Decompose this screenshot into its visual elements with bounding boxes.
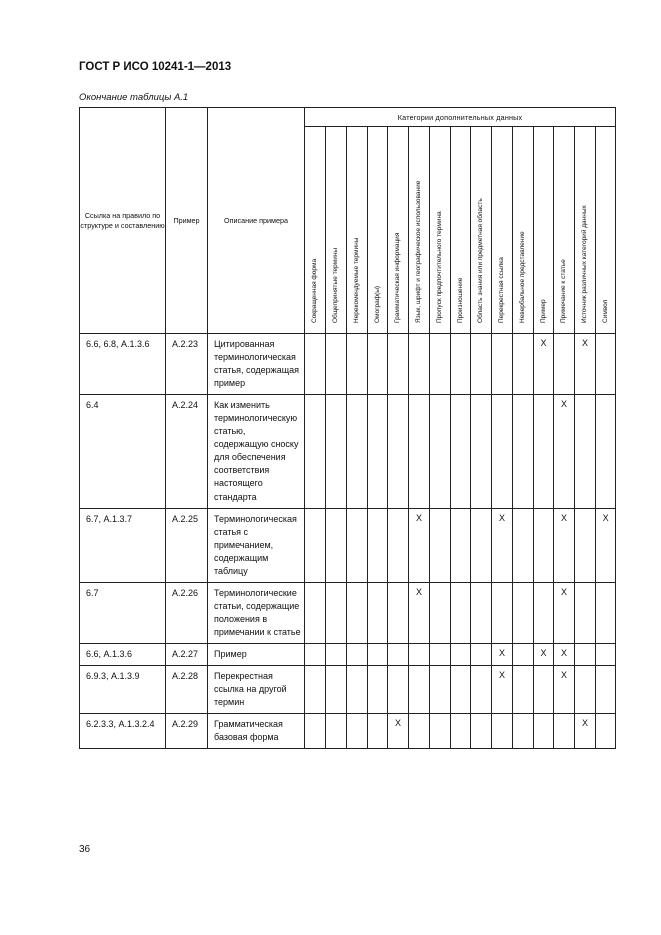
row-example-cell: А.2.23 [166, 334, 208, 395]
data-table [79, 107, 616, 749]
row-example-cell: А.2.28 [166, 666, 208, 714]
category-header-cell [368, 127, 388, 334]
category-mark-cell [347, 666, 368, 714]
category-label: Невербальное представление [518, 230, 526, 323]
category-mark-cell [554, 714, 575, 749]
category-mark-cell [388, 643, 409, 665]
category-mark-cell [347, 582, 368, 643]
category-mark-cell [430, 666, 451, 714]
category-label: Омограф(ы) [373, 285, 381, 323]
category-mark-cell [575, 666, 596, 714]
row-description-cell: Грамматическая базовая форма [208, 714, 305, 749]
category-mark-cell: X [409, 508, 430, 582]
category-header-cell [534, 127, 554, 334]
category-mark-cell: X [554, 508, 575, 582]
header-categories-title: Категории дополнительных данных [305, 108, 616, 127]
category-mark-cell [347, 508, 368, 582]
category-mark-cell [368, 714, 388, 749]
category-mark-cell [388, 666, 409, 714]
category-mark-cell [513, 508, 534, 582]
table-row [80, 395, 616, 508]
category-mark-cell [575, 395, 596, 508]
row-example-cell: А.2.24 [166, 395, 208, 508]
table-body [80, 334, 616, 749]
category-mark-cell [305, 334, 326, 395]
category-mark-cell [326, 666, 347, 714]
category-mark-cell [388, 395, 409, 508]
header-example: Пример [166, 108, 208, 334]
category-label: Пример [539, 298, 547, 323]
category-mark-cell: X [492, 508, 513, 582]
category-label: Язык, шрифт и географическое использование [414, 180, 422, 323]
category-mark-cell [451, 395, 471, 508]
category-mark-cell [451, 666, 471, 714]
category-mark-cell: X [596, 508, 616, 582]
row-description-cell: Перекрестная ссылка на другой термин [208, 666, 305, 714]
category-mark-cell [368, 395, 388, 508]
category-mark-cell [326, 395, 347, 508]
category-header-cell [513, 127, 534, 334]
category-label: Грамматическая информация [393, 232, 401, 323]
category-label: Общепринятые термины [331, 247, 339, 323]
category-mark-cell [596, 334, 616, 395]
category-mark-cell [305, 582, 326, 643]
category-label: Нерекомендуемые термины [352, 237, 360, 323]
category-mark-cell [451, 714, 471, 749]
category-mark-cell [430, 508, 451, 582]
category-header-cell [347, 127, 368, 334]
category-mark-cell [368, 334, 388, 395]
category-mark-cell [388, 508, 409, 582]
table-row [80, 582, 616, 643]
category-mark-cell: X [534, 643, 554, 665]
category-mark-cell [471, 666, 492, 714]
category-mark-cell [451, 582, 471, 643]
category-mark-cell [575, 582, 596, 643]
category-mark-cell [368, 666, 388, 714]
table-row [80, 508, 616, 582]
category-mark-cell: X [534, 334, 554, 395]
category-mark-cell [368, 582, 388, 643]
table-row [80, 666, 616, 714]
category-mark-cell [347, 714, 368, 749]
category-mark-cell [513, 643, 534, 665]
category-mark-cell [492, 582, 513, 643]
category-label: Пропуск предпочтительного термина [435, 210, 443, 323]
header-description: Описание примера [208, 108, 305, 334]
page-number: 36 [79, 844, 91, 855]
category-mark-cell [575, 643, 596, 665]
document-title: ГОСТ Р ИСО 10241-1—2013 [79, 61, 232, 73]
category-mark-cell [471, 395, 492, 508]
category-mark-cell [305, 666, 326, 714]
row-ref-cell: 6.7 [80, 582, 166, 643]
category-mark-cell [575, 508, 596, 582]
category-mark-cell [596, 395, 616, 508]
row-example-cell: А.2.26 [166, 582, 208, 643]
table-row [80, 643, 616, 665]
category-mark-cell: X [409, 582, 430, 643]
category-mark-cell [368, 643, 388, 665]
row-description-cell: Терминологическая статья с примечанием, содержащим таблицу [208, 508, 305, 582]
category-mark-cell: X [554, 666, 575, 714]
row-ref-cell: 6.6, А.1.3.6 [80, 643, 166, 665]
category-mark-cell [492, 395, 513, 508]
category-mark-cell [430, 582, 451, 643]
row-description-cell: Пример [208, 643, 305, 665]
table-row [80, 714, 616, 749]
row-example-cell: А.2.27 [166, 643, 208, 665]
category-header-cell [575, 127, 596, 334]
category-label: Перекрестная ссылка [497, 256, 505, 323]
category-mark-cell [430, 334, 451, 395]
category-mark-cell [596, 714, 616, 749]
category-mark-cell [534, 714, 554, 749]
category-mark-cell [409, 643, 430, 665]
category-mark-cell [347, 643, 368, 665]
category-mark-cell [430, 395, 451, 508]
category-mark-cell [347, 334, 368, 395]
category-mark-cell [409, 395, 430, 508]
category-header-cell [554, 127, 575, 334]
row-example-cell: А.2.29 [166, 714, 208, 749]
category-mark-cell [451, 643, 471, 665]
category-mark-cell: X [492, 666, 513, 714]
table-caption: Окончание таблицы А.1 [79, 92, 189, 103]
category-mark-cell [409, 666, 430, 714]
category-mark-cell [534, 395, 554, 508]
category-mark-cell [513, 714, 534, 749]
category-mark-cell: X [575, 714, 596, 749]
category-mark-cell [305, 508, 326, 582]
category-header-cell [451, 127, 471, 334]
category-header-cell [430, 127, 451, 334]
category-mark-cell [596, 643, 616, 665]
category-mark-cell [471, 582, 492, 643]
category-mark-cell [409, 334, 430, 395]
category-mark-cell: X [554, 582, 575, 643]
row-ref-cell: 6.4 [80, 395, 166, 508]
category-mark-cell [430, 714, 451, 749]
category-header-cell [388, 127, 409, 334]
category-mark-cell [326, 714, 347, 749]
category-mark-cell [326, 582, 347, 643]
category-label: Символ [601, 299, 609, 323]
category-header-cell [305, 127, 326, 334]
category-header-cell [471, 127, 492, 334]
category-mark-cell [492, 334, 513, 395]
category-label: Произношение [456, 277, 464, 323]
category-mark-cell [451, 508, 471, 582]
category-mark-cell: X [554, 643, 575, 665]
category-mark-cell [430, 643, 451, 665]
category-mark-cell [513, 666, 534, 714]
category-mark-cell: X [575, 334, 596, 395]
row-example-cell: А.2.25 [166, 508, 208, 582]
category-mark-cell [388, 334, 409, 395]
row-ref-cell: 6.7, А.1.3.7 [80, 508, 166, 582]
category-mark-cell: X [492, 643, 513, 665]
header-ref: Ссылка на правило по структуре и составлению [80, 108, 166, 334]
category-mark-cell [471, 334, 492, 395]
category-mark-cell [471, 508, 492, 582]
category-mark-cell [534, 582, 554, 643]
category-mark-cell [513, 582, 534, 643]
category-mark-cell [554, 334, 575, 395]
category-mark-cell [471, 643, 492, 665]
category-mark-cell [368, 508, 388, 582]
category-label: Область знания или предметная область [476, 197, 484, 323]
category-mark-cell [596, 582, 616, 643]
table-row [80, 334, 616, 395]
category-header-cell [409, 127, 430, 334]
category-mark-cell [471, 714, 492, 749]
category-mark-cell [326, 508, 347, 582]
category-mark-cell [388, 582, 409, 643]
row-description-cell: Терминологические статьи, содержащие положения в примечании к статье [208, 582, 305, 643]
category-mark-cell [347, 395, 368, 508]
category-header-cell [326, 127, 347, 334]
row-ref-cell: 6.9.3, А.1.3.9 [80, 666, 166, 714]
category-mark-cell: X [388, 714, 409, 749]
category-mark-cell [409, 714, 430, 749]
category-label: Источник различных категорий данных [580, 204, 588, 323]
category-mark-cell [326, 643, 347, 665]
category-mark-cell [305, 714, 326, 749]
category-header-cell [596, 127, 616, 334]
category-mark-cell [305, 643, 326, 665]
category-header-cell [492, 127, 513, 334]
category-mark-cell [451, 334, 471, 395]
category-mark-cell: X [554, 395, 575, 508]
category-mark-cell [534, 508, 554, 582]
category-label: Примечание к статье [559, 258, 567, 323]
row-description-cell: Цитированная терминологическая статья, содержащая пример [208, 334, 305, 395]
category-mark-cell [596, 666, 616, 714]
row-ref-cell: 6.6, 6.8, А.1.3.6 [80, 334, 166, 395]
category-label: Сокращенная форма [310, 258, 318, 323]
category-mark-cell [492, 714, 513, 749]
category-mark-cell [305, 395, 326, 508]
row-description-cell: Как изменить терминологическую статью, содержащую сноску для обеспечения соответствия настоящего стандарта [208, 395, 305, 508]
category-mark-cell [513, 334, 534, 395]
row-ref-cell: 6.2.3.3, А.1.3.2.4 [80, 714, 166, 749]
category-mark-cell [534, 666, 554, 714]
category-mark-cell [326, 334, 347, 395]
category-mark-cell [513, 395, 534, 508]
